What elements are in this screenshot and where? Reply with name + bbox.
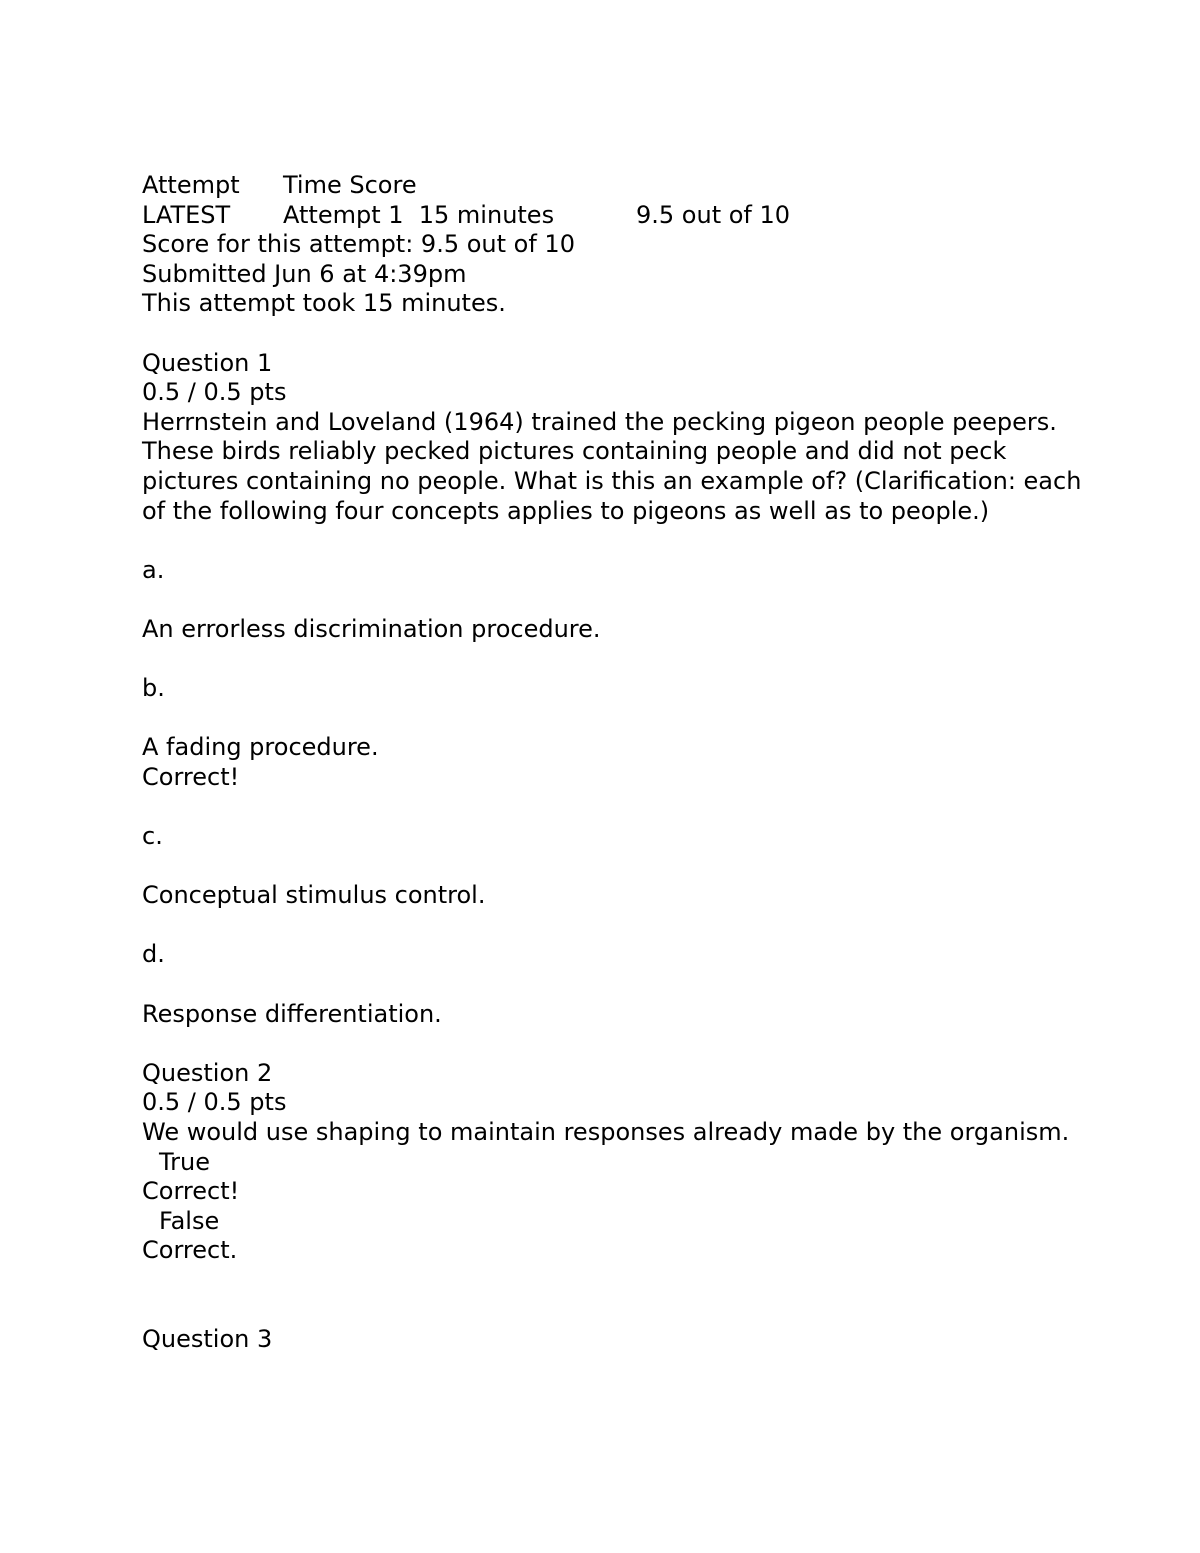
q1-option-c-text[interactable]: Conceptual stimulus control. <box>142 881 486 910</box>
question-1-title: Question 1 <box>142 348 273 377</box>
q2-feedback-true: Correct! <box>142 1177 240 1206</box>
q1-option-b-feedback: Correct! <box>142 762 240 791</box>
q1-option-b-text[interactable]: A fading procedure. <box>142 733 379 762</box>
submitted-line: Submitted Jun 6 at 4:39pm <box>142 259 467 288</box>
question-1-text: Herrnstein and Loveland (1964) trained the pecking pigeon people peepers. These birds reliably pecked pictures containing people and did not peck pictures containing no people. What is this an example of? (Clarification: each of the following four concepts applies to pigeons as well as to people.) <box>142 407 1082 525</box>
q1-option-c-letter[interactable]: c. <box>142 822 163 851</box>
question-3-title: Question 3 <box>142 1324 273 1353</box>
header-attempt: Attempt <box>142 171 240 199</box>
q2-option-false[interactable]: False <box>159 1206 220 1235</box>
score-line: Score for this attempt: 9.5 out of 10 <box>142 230 575 259</box>
document-page <box>142 171 1102 1355</box>
latest-label: LATEST <box>142 200 231 229</box>
q1-option-b-letter[interactable]: b. <box>142 674 165 703</box>
summary-header-row <box>142 171 1102 201</box>
header-time-score: Time Score <box>283 171 417 199</box>
question-1-points: 0.5 / 0.5 pts <box>142 378 287 407</box>
duration-line: This attempt took 15 minutes. <box>142 289 506 318</box>
q1-option-a-text[interactable]: An errorless discrimination procedure. <box>142 614 601 643</box>
question-2-text: We would use shaping to maintain responses already made by the organism. <box>142 1118 1070 1146</box>
attempt-score: 9.5 out of 10 <box>636 200 791 229</box>
q2-option-true[interactable]: True <box>159 1147 210 1176</box>
q1-option-d-letter[interactable]: d. <box>142 940 165 969</box>
q1-option-d-text[interactable]: Response differentiation. <box>142 999 442 1028</box>
q2-feedback-false: Correct. <box>142 1236 238 1265</box>
attempt-link[interactable]: Attempt 1 15 minutes <box>283 200 555 229</box>
summary-latest-row <box>142 201 1102 231</box>
question-2-points: 0.5 / 0.5 pts <box>142 1088 287 1117</box>
question-2-title: Question 2 <box>142 1058 273 1087</box>
q1-option-a-letter[interactable]: a. <box>142 555 165 584</box>
